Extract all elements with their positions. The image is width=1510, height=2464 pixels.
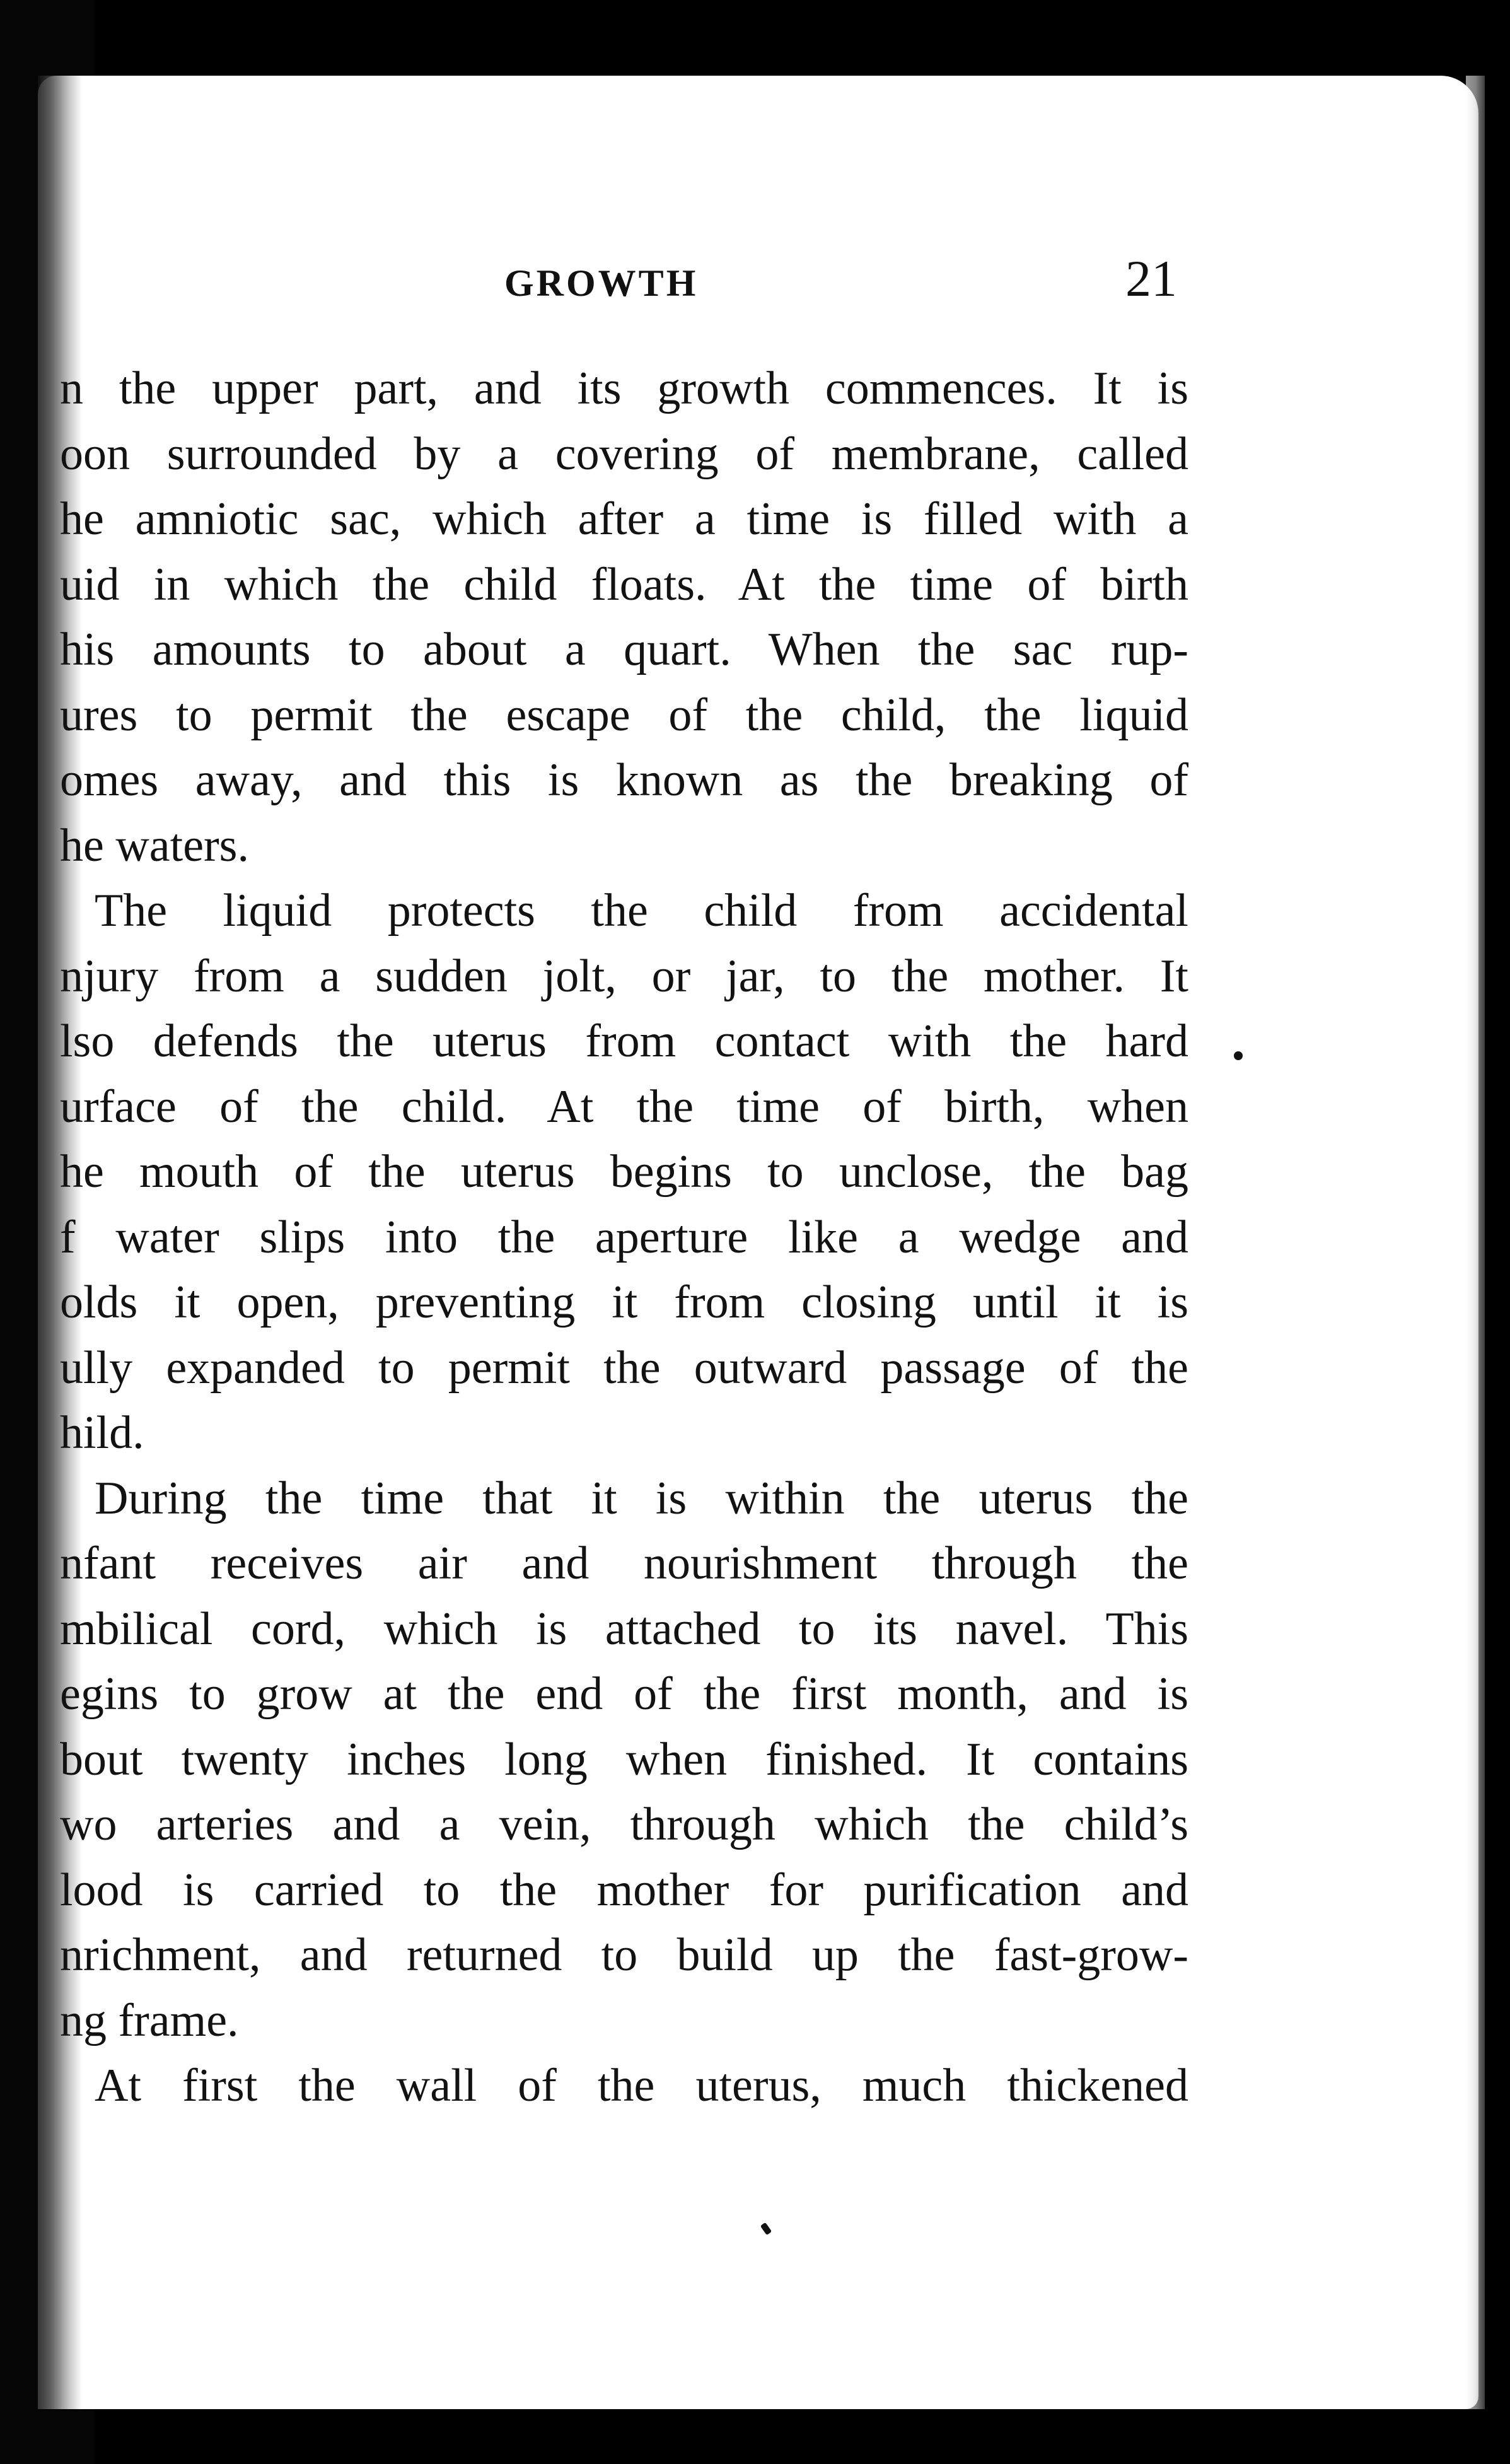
body-text <box>60 356 1188 2119</box>
text-line: lso defends the uterus from contact with the hard <box>60 1015 1188 1067</box>
text-line: he mouth of the uterus begins to unclose, the bag <box>60 1146 1188 1198</box>
text-line: lood is carried to the mother for purification and <box>60 1864 1188 1916</box>
text-line: n the upper part, and its growth commences. It is <box>60 363 1188 414</box>
running-head: GROWTH <box>504 262 699 304</box>
text-line: njury from a sudden jolt, or jar, to the mother. It <box>60 950 1188 1002</box>
paragraph-start-line: During the time that it is within the uterus the <box>95 1472 1188 1524</box>
text-line: uid in which the child floats. At the time of birth <box>60 558 1188 610</box>
text-line: urface of the child. At the time of birth, when <box>60 1080 1188 1133</box>
text-line: hild. <box>60 1407 144 1459</box>
text-line: omes away, and this is known as the breaking of <box>60 754 1188 806</box>
text-line: wo arteries and a vein, through which the child’s <box>60 1799 1188 1850</box>
text-line: nfant receives air and nourishment through the <box>60 1538 1188 1589</box>
page-number: 21 <box>1125 250 1177 307</box>
text-line: olds it open, preventing it from closing until it is <box>60 1276 1188 1328</box>
text-line: he amniotic sac, which after a time is filled with a <box>60 493 1188 545</box>
text-line: bout twenty inches long when finished. It contains <box>60 1733 1188 1785</box>
text-line: mbilical cord, which is attached to its navel. This <box>60 1603 1188 1655</box>
paragraph-start-line: The liquid protects the child from accidental <box>95 885 1188 937</box>
text-line: egins to grow at the end of the first month, and is <box>60 1668 1188 1720</box>
text-line: ng frame. <box>60 1994 239 2047</box>
ink-speck <box>1234 1051 1243 1060</box>
paragraph-start-line: At first the wall of the uterus, much thickened <box>95 2060 1188 2111</box>
text-line: ully expanded to permit the outward passage of the <box>60 1341 1188 1394</box>
text-line: f water slips into the aperture like a wedge and <box>60 1211 1188 1263</box>
text-line: ures to permit the escape of the child, the liquid <box>60 689 1188 741</box>
text-line: oon surrounded by a covering of membrane, called <box>60 428 1188 480</box>
page-right-edge <box>1466 76 1485 2409</box>
text-line: nrichment, and returned to build up the fast-grow- <box>60 1929 1188 1981</box>
text-line: he waters. <box>60 819 249 872</box>
text-line: his amounts to about a quart. When the sac rup- <box>60 624 1188 675</box>
